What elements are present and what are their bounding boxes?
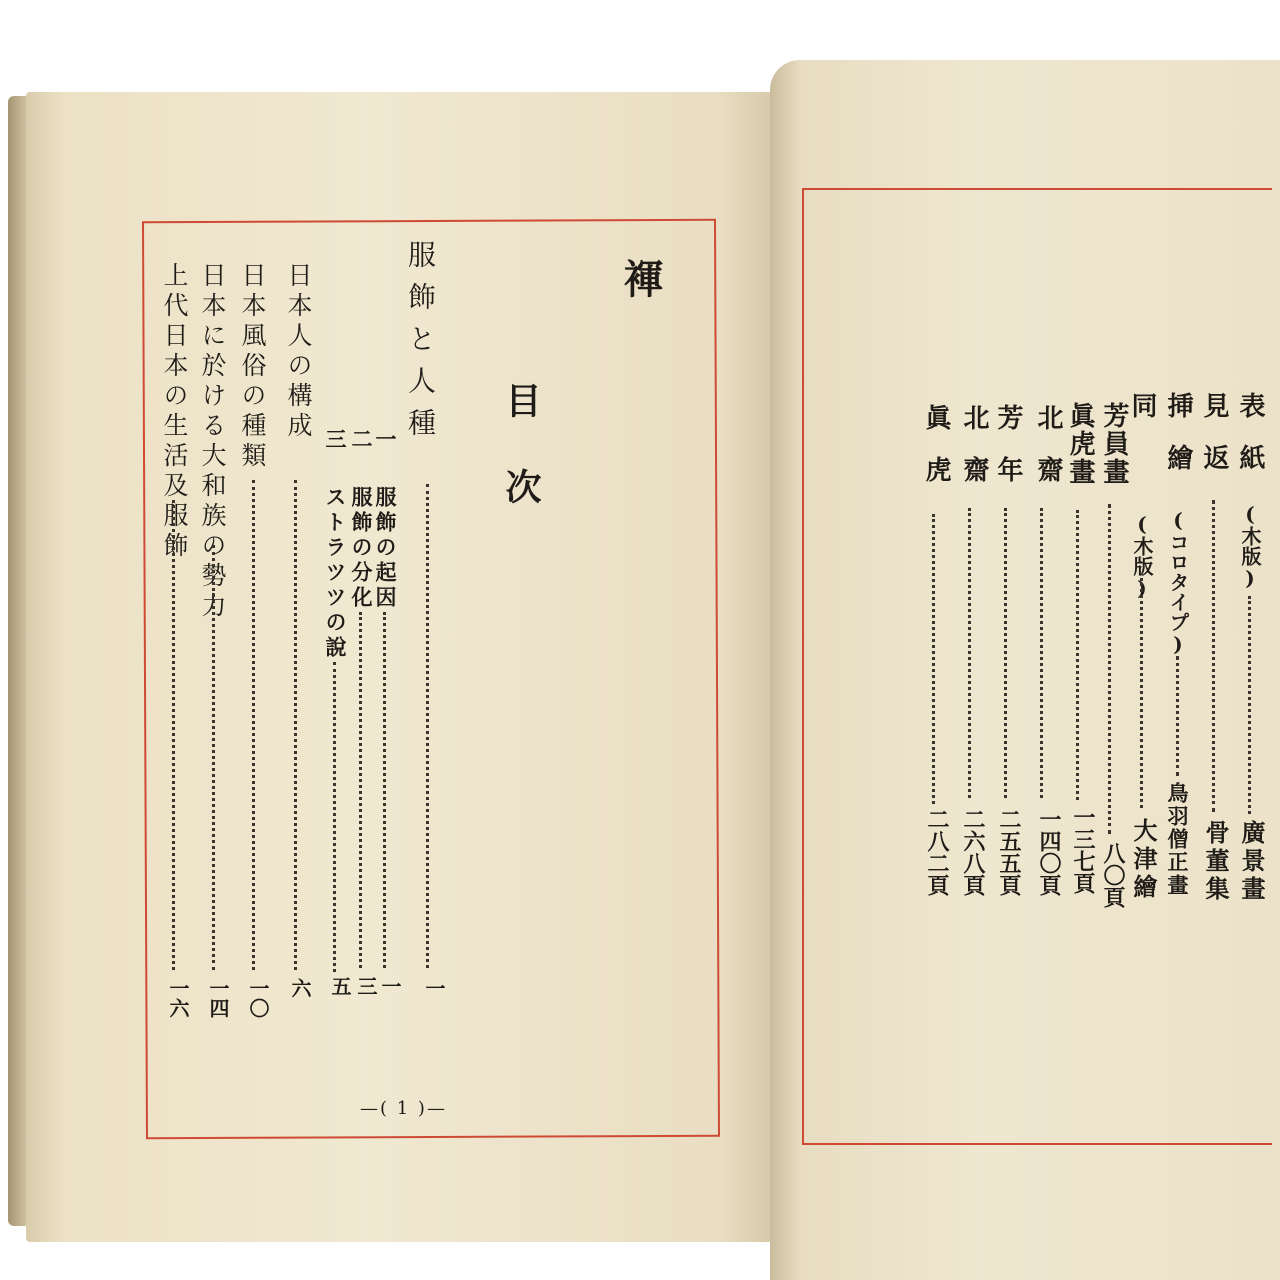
leader-dots xyxy=(1108,504,1111,834)
illustration-label: 芳員畫 xyxy=(1099,402,1129,486)
illustration-page: 八〇頁 xyxy=(1100,842,1126,908)
book-title: 褌 xyxy=(617,258,664,306)
leader-dots xyxy=(1176,656,1179,776)
leader-dots xyxy=(932,514,935,804)
section-number: 二 xyxy=(349,428,374,449)
illustration-page: 一四〇頁 xyxy=(1036,808,1062,896)
right-page-frame xyxy=(802,188,1272,1145)
section-page: 一 xyxy=(378,976,402,996)
leader-dots xyxy=(1040,508,1043,798)
leader-dots xyxy=(1248,596,1251,814)
illustration-note: (木版) xyxy=(1130,512,1154,600)
chapter-page-5: 一六 xyxy=(166,978,190,1018)
leader-dots xyxy=(212,545,215,970)
chapter-page-4: 一四 xyxy=(206,978,230,1018)
chapter-title-3: 日本風俗の種類 xyxy=(238,262,267,472)
section-page: 三 xyxy=(354,976,378,996)
illustration-page: 二八二頁 xyxy=(924,808,950,896)
illustration-label: 眞虎畫 xyxy=(1065,402,1095,486)
leader-dots xyxy=(1212,500,1215,812)
chapter-title-1: 服飾と人種 xyxy=(404,240,437,450)
illustration-label: 北齋 xyxy=(959,404,989,508)
section-title: ストラツツの說 xyxy=(323,486,348,661)
leader-dots xyxy=(294,480,297,970)
illustration-label: 見返 xyxy=(1199,392,1229,496)
leader-dots xyxy=(383,612,386,968)
section-title: 服飾の起因 xyxy=(373,486,398,611)
illustration-label: 北齋 xyxy=(1033,404,1063,508)
leader-dots xyxy=(252,480,255,970)
section-page: 五 xyxy=(328,976,352,996)
illustration-label: 挿繪 xyxy=(1163,392,1193,496)
chapter-title-5: 上代日本の生活及服飾 xyxy=(160,262,189,562)
contents-heading: 目次 xyxy=(500,382,542,554)
chapter-page-1: 一 xyxy=(422,978,446,998)
section-number: 一 xyxy=(373,428,398,449)
illustration-artist: 大津繪 xyxy=(1129,818,1158,902)
leader-dots xyxy=(333,662,336,972)
illustration-label: 眞虎 xyxy=(921,404,951,508)
illustration-note: (コロタイプ) xyxy=(1166,508,1190,656)
leader-dots xyxy=(359,612,362,968)
section-number: 三 xyxy=(323,428,348,449)
illustration-page: 二五五頁 xyxy=(996,808,1022,896)
leader-dots xyxy=(1140,578,1143,808)
illustration-note: (木版) xyxy=(1238,502,1262,590)
leader-dots xyxy=(968,508,971,798)
chapter-page-3: 一〇 xyxy=(246,978,270,1018)
chapter-page-2: 六 xyxy=(288,978,312,998)
illustration-artist: 骨董集 xyxy=(1201,820,1230,904)
section-title: 服飾の分化 xyxy=(349,486,374,611)
chapter-title-4: 日本に於ける大和族の勢力 xyxy=(198,262,227,622)
leader-dots xyxy=(172,500,175,970)
page-folio: —( 1 )— xyxy=(360,1098,447,1119)
illustration-label: 同 xyxy=(1127,392,1157,444)
chapter-title-2: 日本人の構成 xyxy=(284,262,313,442)
illustration-label: 芳年 xyxy=(993,404,1023,508)
illustration-page: 二六八頁 xyxy=(960,808,986,896)
illustration-artist: 鳥羽僧正畫 xyxy=(1165,782,1190,897)
leader-dots xyxy=(1004,508,1007,798)
illustration-page: 一三七頁 xyxy=(1070,806,1096,894)
illustration-artist: 廣景畫 xyxy=(1237,820,1266,904)
leader-dots xyxy=(1076,510,1079,800)
bleed-through-text xyxy=(1212,215,1241,385)
illustration-label: 表紙 xyxy=(1235,392,1265,496)
leader-dots xyxy=(426,484,429,968)
